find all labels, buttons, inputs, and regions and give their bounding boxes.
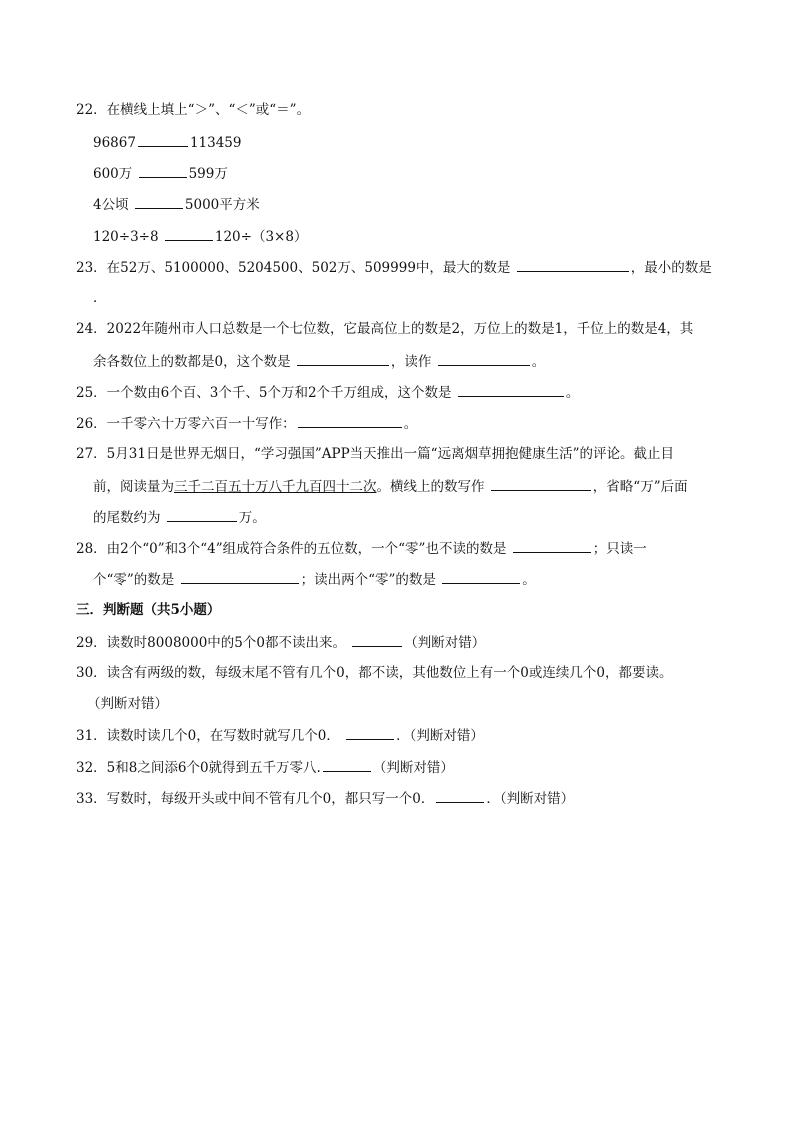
q33-text-1: 33．写数时，每级开头或中间不管有几个0，都只写一个0． bbox=[76, 791, 435, 807]
q23-text-2: ，最小的数是 bbox=[630, 260, 712, 276]
q22-stem-text: 22．在横线上填上“＞”、“＜”或“＝”。 bbox=[76, 102, 311, 118]
q27-blank-written[interactable] bbox=[491, 477, 591, 491]
q24-line-2 bbox=[93, 352, 545, 370]
q27-text-4: ，省略“万”后面 bbox=[592, 479, 688, 495]
q29-text-2: （判断对错） bbox=[404, 635, 486, 651]
section-3-title-text: 三．判断题（共5小题） bbox=[76, 602, 221, 618]
q27-text-6: 万。 bbox=[238, 510, 266, 526]
q22-item-3-left: 4公顷 bbox=[93, 197, 129, 213]
q31-text-1: 31．读数时读几个0，在写数时就写几个0． bbox=[76, 728, 340, 744]
q25-blank[interactable] bbox=[458, 383, 564, 397]
q27-text-2: 前，阅读量为 bbox=[93, 479, 174, 495]
q33-line bbox=[76, 789, 574, 807]
q26-text-2: 。 bbox=[403, 416, 418, 432]
q22-item-4 bbox=[93, 227, 307, 245]
q32-blank[interactable] bbox=[323, 758, 371, 772]
q28-text-1: 28．由2个“0”和3个“4”组成符合条件的五位数，一个“零”也不读的数是 bbox=[76, 541, 507, 557]
q26-line bbox=[76, 414, 417, 432]
q24-text-1: 24．2022年随州市人口总数是一个七位数，它最高位上的数是2，万位上的数是1，千位上的数是4，其 bbox=[76, 321, 694, 337]
q23-text-1: 23．在52万、5100000、5204500、502万、509999中，最大的数是 bbox=[76, 260, 511, 276]
q22-item-3-right: 5000平方米 bbox=[184, 197, 260, 213]
q26-blank[interactable] bbox=[298, 414, 402, 428]
q24-text-4: 。 bbox=[531, 354, 546, 370]
q27-text-5: 的尾数约为 bbox=[93, 510, 161, 526]
q32-text-1: 32．5和8之间添6个0就得到五千万零八. bbox=[76, 760, 321, 776]
q29-line bbox=[76, 633, 485, 651]
q33-text-2: ．（判断对错） bbox=[486, 791, 575, 807]
q22-item-4-blank[interactable] bbox=[165, 227, 213, 241]
q30-text-2: （判断对错） bbox=[87, 696, 168, 712]
q24-text-2: 余各数位上的数都是0，这个数是 bbox=[93, 354, 291, 370]
q27-line-1 bbox=[76, 445, 674, 463]
q23-line-2 bbox=[93, 289, 107, 307]
q32-text-2: （判断对错） bbox=[372, 760, 454, 776]
q23-line-1 bbox=[76, 258, 712, 276]
q25-text-1: 25．一个数由6个百、3个千、5个万和2个千万组成，这个数是 bbox=[76, 385, 452, 401]
q22-item-2 bbox=[93, 164, 228, 182]
q27-text-3: 。横线上的数写作 bbox=[376, 479, 485, 495]
q29-blank[interactable] bbox=[352, 633, 402, 647]
q30-text-1: 30．读含有两级的数，每级末尾不管有几个0，都不读，其他数位上有一个0或连续几个0，都要读。 bbox=[76, 665, 673, 681]
q24-line-1 bbox=[76, 320, 693, 338]
q22-item-1 bbox=[93, 133, 242, 151]
q28-blank-one-zero[interactable] bbox=[181, 570, 299, 584]
q28-blank-two-zeros[interactable] bbox=[442, 570, 520, 584]
q27-line-3 bbox=[93, 508, 266, 526]
q22-item-1-blank[interactable] bbox=[138, 133, 188, 147]
q28-text-3: 个“零”的数是 bbox=[93, 572, 175, 588]
q33-blank[interactable] bbox=[436, 789, 484, 803]
q22-item-4-right: 120÷（3×8） bbox=[214, 229, 308, 245]
q22-stem bbox=[76, 101, 310, 119]
q23-blank-max[interactable] bbox=[517, 258, 629, 272]
q27-line-2 bbox=[93, 477, 688, 495]
q25-text-2: 。 bbox=[565, 385, 580, 401]
q24-blank-reading[interactable] bbox=[438, 352, 530, 366]
q22-item-2-blank[interactable] bbox=[139, 164, 187, 178]
q24-blank-number[interactable] bbox=[297, 352, 389, 366]
q22-item-3 bbox=[93, 195, 260, 213]
q27-underlined-number: 三千二百五十万八千九百四十二次 bbox=[174, 479, 377, 495]
q22-item-2-left: 600万 bbox=[93, 166, 133, 182]
q31-line bbox=[76, 726, 484, 744]
q26-text-1: 26．一千零六十万零六百一十写作： bbox=[76, 416, 296, 432]
q32-line bbox=[76, 758, 454, 776]
q28-blank-no-zero[interactable] bbox=[513, 539, 591, 553]
q30-line-2 bbox=[87, 695, 168, 713]
q28-text-4: ；读出两个“零”的数是 bbox=[300, 572, 436, 588]
q24-text-3: ，读作 bbox=[390, 354, 432, 370]
q27-text-1: 27．5月31日是世界无烟日，“学习强国”APP当天推出一篇“远离烟草拥抱健康生活”的评论。截止目 bbox=[76, 446, 674, 462]
q22-item-4-left: 120÷3÷8 bbox=[93, 229, 159, 245]
q25-line bbox=[76, 383, 579, 401]
q28-text-2: ；只读一 bbox=[592, 541, 647, 557]
q31-text-2: ．（判断对错） bbox=[396, 728, 484, 744]
q31-blank[interactable] bbox=[346, 726, 394, 740]
q28-line-2 bbox=[93, 570, 536, 588]
q22-item-1-right: 113459 bbox=[189, 135, 242, 151]
q27-blank-approx[interactable] bbox=[167, 508, 237, 522]
q22-item-2-right: 599万 bbox=[188, 166, 228, 182]
q28-line-1 bbox=[76, 539, 647, 557]
q22-item-3-blank[interactable] bbox=[135, 195, 183, 209]
q23-text-3: ． bbox=[93, 290, 107, 306]
q29-text-1: 29．读数时8008000中的5个0都不读出来。 bbox=[76, 635, 346, 651]
q30-line-1 bbox=[76, 664, 672, 682]
section-3-title bbox=[76, 601, 220, 619]
q22-item-1-left: 96867 bbox=[93, 135, 136, 151]
q28-text-5: 。 bbox=[522, 572, 536, 588]
